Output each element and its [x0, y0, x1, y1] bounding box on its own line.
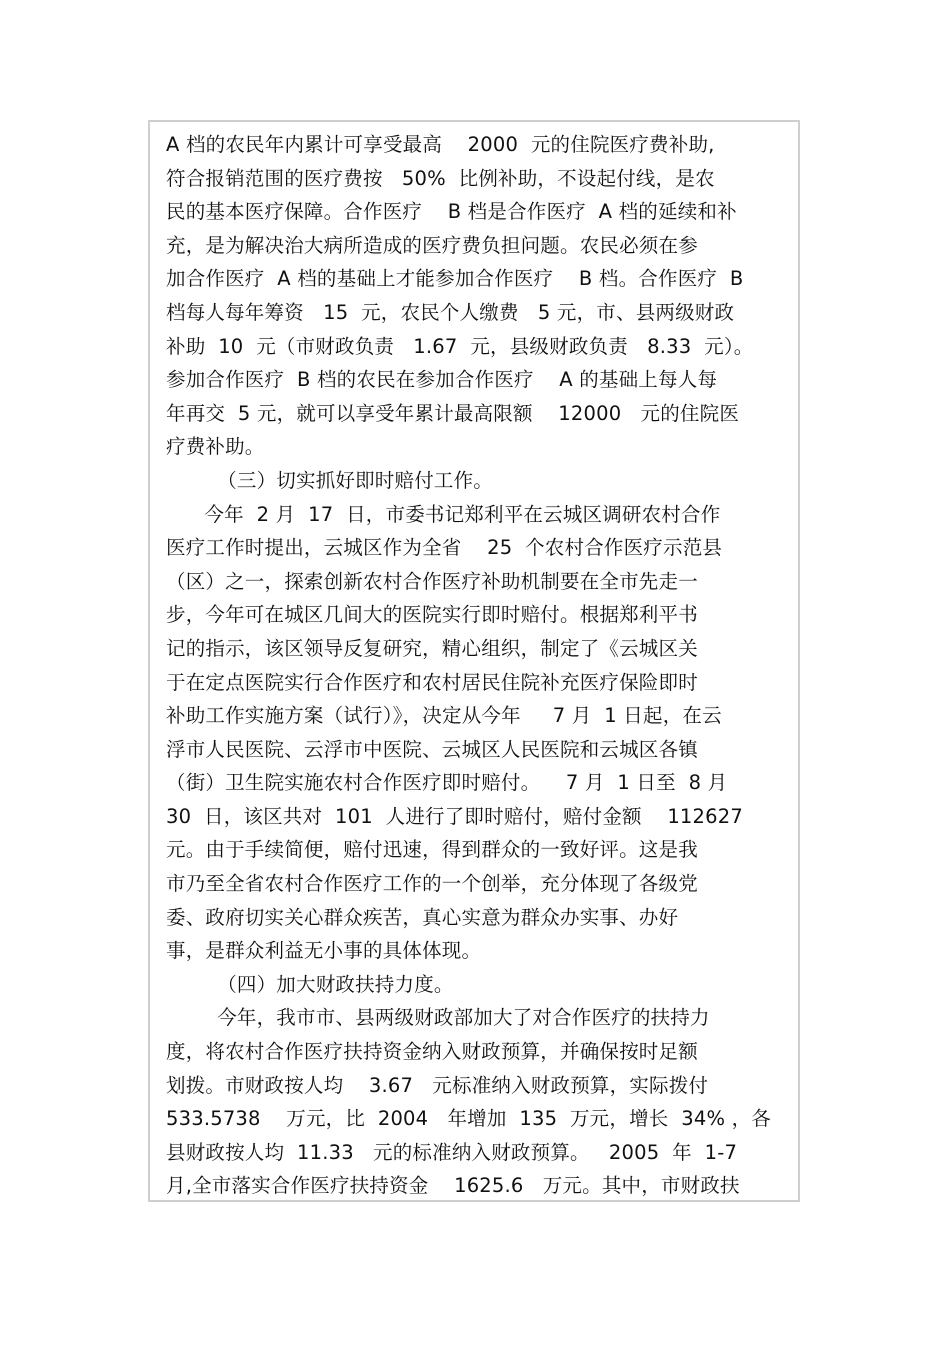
text-line: 充，是为解决治大病所造成的医疗费负担问题。农民必须在参: [166, 233, 698, 257]
text-line: A 档的农民年内累计可享受最高 2000 元的住院医疗费补助,: [166, 133, 715, 156]
text-line: 划拨。市财政按人均 3.67 元标准纳入财政预算，实际拨付: [166, 1073, 709, 1097]
text-line: 浮市人民医院、云浮市中医院、云城区人民医院和云城区各镇: [166, 737, 698, 761]
text-line: 医疗工作时提出，云城区作为全省 25 个农村合作医疗示范县: [166, 536, 723, 560]
text-line: 533.5738 万元，比 2004 年增加 135 万元，增长 34% ，各: [166, 1107, 772, 1131]
text-line: 月,全市落实合作医疗扶持资金 1625.6 万元。其中，市财政扶: [166, 1174, 740, 1198]
text-line: 符合报销范围的医疗费按 50% 比例补助，不设起付线，是农: [166, 166, 715, 190]
text-line: 记的指示，该区领导反复研究，精心组织，制定了《云城区关: [166, 636, 698, 660]
text-line: 元。由于手续简便，赔付迅速，得到群众的一致好评。这是我: [166, 838, 698, 862]
text-line: （区）之一，探索创新农村合作医疗补助机制要在全市先走一: [166, 569, 698, 593]
text-line: 市乃至全省农村合作医疗工作的一个创举，充分体现了各级党: [166, 872, 698, 896]
text-line: 今年，我市市、县两级财政部加大了对合作医疗的扶持力: [166, 1006, 710, 1030]
text-line: 年再交 5 元，就可以享受年累计最高限额 12000 元的住院医: [166, 401, 740, 425]
text-line: 委、政府切实关心群众疾苦，真心实意为群众办实事、办好: [166, 905, 679, 929]
text-line: 步，今年可在城区几间大的医院实行即时赔付。根据郑利平书: [166, 603, 698, 627]
text-line: 度，将农村合作医疗扶持资金纳入财政预算，并确保按时足额: [166, 1040, 698, 1064]
document-body: [166, 128, 786, 1203]
text-line: 参加合作医疗 B 档的农民在参加合作医疗 A 的基础上每人每: [166, 368, 718, 392]
text-line: 补助工作实施方案（试行）》，决定从今年 7 月 1 日起，在云: [166, 704, 722, 728]
text-line: （街）卫生院实施农村合作医疗即时赔付。 7 月 1 日至 8 月: [166, 771, 728, 795]
section-heading: （三）切实抓好即时赔付工作。: [166, 468, 493, 492]
text-line: 疗费补助。: [166, 435, 265, 459]
text-line: 30 日，该区共对 101 人进行了即时赔付，赔付金额 112627: [166, 804, 743, 828]
text-line: 于在定点医院实行合作医疗和农村居民住院补充医疗保险即时: [166, 670, 698, 694]
text-line: 事，是群众利益无小事的具体体现。: [166, 939, 482, 963]
text-line: 加合作医疗 A 档的基础上才能参加合作医疗 B 档。合作医疗 B: [166, 267, 744, 291]
text-line: 补助 10 元（市财政负责 1.67 元，县级财政负责 8.33 元）。: [166, 334, 754, 358]
text-line: 今年 2 月 17 日，市委书记郑利平在云城区调研农村合作: [166, 502, 721, 526]
text-line: 民的基本医疗保障。合作医疗 B 档是合作医疗 A 档的延续和补: [166, 200, 737, 224]
section-heading: （四）加大财政扶持力度。: [166, 972, 454, 996]
text-line: 档每人每年筹资 15 元，农民个人缴费 5 元，市、县两级财政: [166, 300, 735, 324]
text-line: 县财政按人均 11.33 元的标准纳入财政预算。 2005 年 1-7: [166, 1140, 738, 1164]
